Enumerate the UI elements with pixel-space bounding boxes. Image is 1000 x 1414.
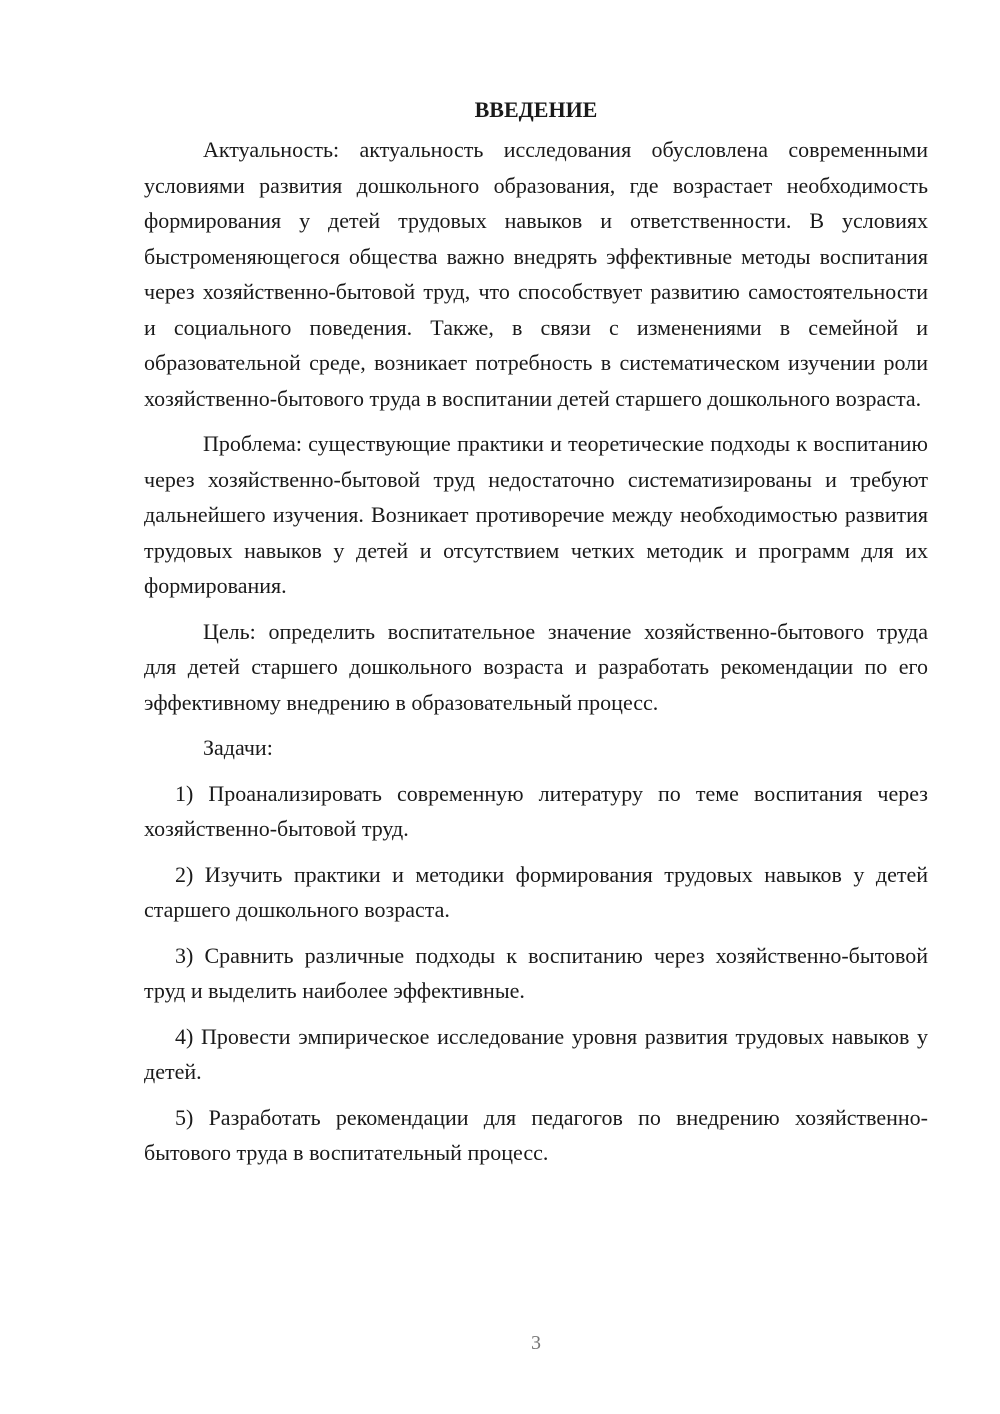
problem-paragraph: Проблема: существующие практики и теоретические подходы к воспитанию через хозяйственно-бытовой труд недостаточно систематизированы и требуют дальнейшего изучения. Возникает противоречие между необходимостью развития трудовых навыков у детей и отсутствием четких методик и программ для их формирования. — [144, 431, 928, 598]
task-item: 3) Сравнить различные подходы к воспитанию через хозяйственно-бытовой труд и выделить наиболее эффективные. — [144, 942, 928, 1003]
task-item: 1) Проанализировать современную литературу по теме воспитания через хозяйственно-бытовой труд. — [144, 780, 928, 841]
tasks-heading: Задачи: — [203, 735, 273, 760]
goal-paragraph: Цель: определить воспитательное значение хозяйственно-бытового труда для детей старшего дошкольного возраста и разработать рекомендации по его эффективному внедрению в образовательный процесс. — [144, 618, 928, 715]
document-page — [144, 92, 928, 1171]
task-item: 4) Провести эмпирическое исследование уровня развития трудовых навыков у детей. — [144, 1023, 928, 1084]
task-item: 2) Изучить практики и методики формирования трудовых навыков у детей старшего дошкольного возраста. — [144, 861, 928, 922]
section-title: ВВЕДЕНИЕ — [474, 97, 598, 122]
page-number: 3 — [531, 1332, 541, 1354]
relevance-paragraph: Актуальность: актуальность исследования обусловлена современными условиями развития дошкольного образования, где возрастает необходимость формирования у детей трудовых навыков и ответственности. В условиях быстроменяющегося общества важно внедрять эффективные методы воспитания через хозяйственно-бытовой труд, что способствует развитию самостоятельности и социального поведения. Также, в связи с изменениями в семейной и образовательной среде, возникает потребность в систематическом изучении роли хозяйственно-бытового труда в воспитании детей старшего дошкольного возраста. — [144, 137, 928, 411]
task-item: 5) Разработать рекомендации для педагогов по внедрению хозяйственно-бытового труда в воспитательный процесс. — [144, 1104, 928, 1165]
